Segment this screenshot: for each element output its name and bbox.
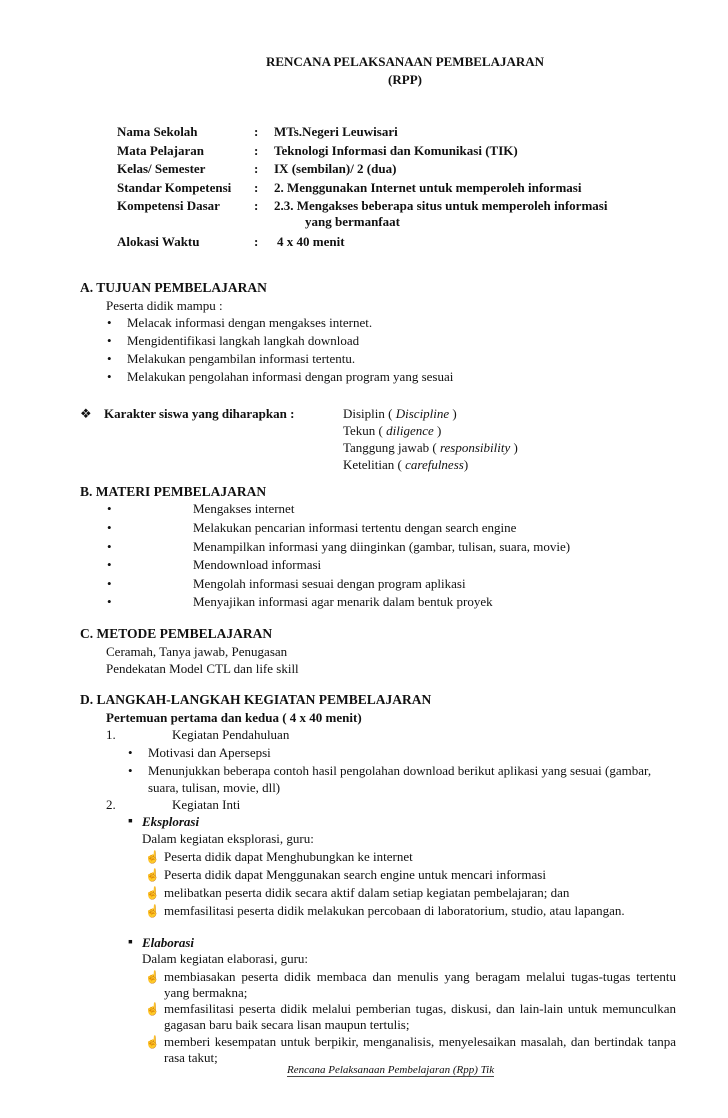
- identity-value: 4 x 40 menit: [277, 234, 345, 249]
- bullet-icon: [107, 539, 112, 555]
- identity-sep: :: [254, 143, 259, 158]
- list-item: Melakukan pengambilan informasi tertentu.: [127, 351, 356, 366]
- eksplorasi-intro: Dalam kegiatan eksplorasi, guru:: [142, 831, 314, 846]
- karakter-text: ): [449, 406, 457, 421]
- identity-value: 2.3. Mengakses beberapa situs untuk memperoleh informasi: [274, 198, 608, 213]
- pointing-hand-icon: [145, 885, 160, 901]
- karakter-label: Karakter siswa yang diharapkan :: [104, 406, 295, 421]
- karakter-text: ): [463, 457, 469, 472]
- list-item: Mengolah informasi sesuai dengan program aplikasi: [193, 576, 466, 591]
- diamond-bullet-icon: [80, 406, 92, 422]
- karakter-text: diligence: [386, 423, 434, 438]
- page-footer: Rencana Pelaksanaan Pembelajaran (Rpp) Tik: [287, 1064, 495, 1076]
- karakter-text: Disiplin (: [343, 406, 396, 421]
- identity-sep: :: [254, 180, 259, 195]
- karakter-text: ): [433, 423, 442, 438]
- identity-value: Teknologi Informasi dan Komunikasi (TIK): [274, 143, 518, 158]
- elaborasi-intro: Dalam kegiatan elaborasi, guru:: [142, 951, 309, 966]
- karakter-item: [343, 457, 468, 473]
- document-subtitle: (RPP): [388, 72, 422, 87]
- identity-value: 2. Menggunakan Internet untuk memperoleh informasi: [274, 180, 582, 195]
- karakter-item: [343, 423, 441, 439]
- list-item: memfasilitasi peserta didik melalui pemberian tugas, diskusi, dan lain-lain untuk memunculkan: [164, 1001, 676, 1016]
- eksplorasi-title: Eksplorasi: [142, 814, 200, 829]
- section-a-heading: A. TUJUAN PEMBELAJARAN: [80, 280, 267, 295]
- pertemuan-label: Pertemuan pertama dan kedua ( 4 x 40 menit): [106, 710, 362, 725]
- identity-label: Kompetensi Dasar: [117, 198, 220, 213]
- step-number: 1.: [106, 727, 116, 742]
- identity-label: Standar Kompetensi: [117, 180, 232, 195]
- list-item: Menyajikan informasi agar menarik dalam bentuk proyek: [193, 594, 493, 609]
- section-b-heading: B. MATERI PEMBELAJARAN: [80, 484, 267, 499]
- list-item: melibatkan peserta didik secara aktif dalam setiap kegiatan pembelajaran; dan: [164, 885, 570, 900]
- list-item-continued: yang bermakna;: [164, 985, 248, 1000]
- bullet-icon: [107, 557, 112, 573]
- pointing-hand-icon: [145, 1001, 160, 1017]
- identity-label: Nama Sekolah: [117, 124, 198, 139]
- identity-sep: :: [254, 161, 259, 176]
- list-item-continued: suara, tulisan, movie, dll): [148, 780, 281, 795]
- list-item: Menunjukkan beberapa contoh hasil pengolahan download berikut aplikasi yang sesuai (gambar,: [148, 763, 652, 778]
- elaborasi-title: Elaborasi: [142, 935, 195, 950]
- list-item: membiasakan peserta didik membaca dan menulis yang beragam melalui tugas-tugas tertentu: [164, 969, 676, 984]
- bullet-icon: [128, 745, 133, 761]
- karakter-text: Discipline: [395, 406, 450, 421]
- karakter-item: [343, 406, 457, 422]
- list-item: Mendownload informasi: [193, 557, 322, 572]
- bullet-icon: [107, 333, 112, 349]
- list-item: Motivasi dan Apersepsi: [148, 745, 271, 760]
- list-item: Melakukan pengolahan informasi dengan program yang sesuai: [127, 369, 454, 384]
- bullet-icon: [107, 594, 112, 610]
- section-d-heading: D. LANGKAH-LANGKAH KEGIATAN PEMBELAJARAN: [80, 692, 432, 707]
- list-item: Peserta didik dapat Menghubungkan ke internet: [164, 849, 413, 864]
- bullet-icon: [107, 576, 112, 592]
- section-c-heading: C. METODE PEMBELAJARAN: [80, 626, 273, 641]
- step-label: Kegiatan Pendahuluan: [172, 727, 290, 742]
- section-c-line: Pendekatan Model CTL dan life skill: [106, 661, 299, 676]
- identity-sep: :: [254, 234, 259, 249]
- bullet-icon: [107, 351, 112, 367]
- pointing-hand-icon: [145, 1034, 160, 1050]
- identity-label: Alokasi Waktu: [117, 234, 200, 249]
- karakter-text: carefulness: [405, 457, 464, 472]
- identity-value: MTs.Negeri Leuwisari: [274, 124, 398, 139]
- pointing-hand-icon: [145, 849, 160, 865]
- karakter-item: [343, 440, 518, 456]
- section-a-intro: Peserta didik mampu :: [106, 298, 223, 313]
- bullet-icon: [107, 520, 112, 536]
- bullet-icon: [128, 763, 133, 779]
- identity-label: Kelas/ Semester: [117, 161, 206, 176]
- square-bullet-icon: [128, 813, 133, 830]
- list-item: Menampilkan informasi yang diinginkan (gambar, tulisan, suara, movie): [193, 539, 571, 554]
- list-item-continued: rasa takut;: [164, 1050, 218, 1065]
- list-item: Melakukan pencarian informasi tertentu dengan search engine: [193, 520, 517, 535]
- list-item: memfasilitasi peserta didik melakukan percobaan di laboratorium, studio, atau lapangan.: [164, 903, 625, 918]
- list-item: Mengakses internet: [193, 501, 295, 516]
- identity-label: Mata Pelajaran: [117, 143, 205, 158]
- list-item: Melacak informasi dengan mengakses internet.: [127, 315, 373, 330]
- karakter-text: responsibility: [439, 440, 511, 455]
- bullet-icon: [107, 369, 112, 385]
- identity-sep: :: [254, 198, 259, 213]
- list-item-continued: gagasan baru baik secara lisan maupun tertulis;: [164, 1017, 410, 1032]
- karakter-text: Ketelitian (: [343, 457, 406, 472]
- identity-value-continued: yang bermanfaat: [305, 214, 400, 229]
- list-item: Peserta didik dapat Menggunakan search engine untuk mencari informasi: [164, 867, 546, 882]
- list-item: memberi kesempatan untuk berpikir, menganalisis, menyelesaikan masalah, dan bertindak tanpa: [164, 1034, 676, 1049]
- pointing-hand-icon: [145, 867, 160, 883]
- square-bullet-icon: [128, 934, 133, 951]
- section-c-line: Ceramah, Tanya jawab, Penugasan: [106, 644, 288, 659]
- identity-sep: :: [254, 124, 259, 139]
- bullet-icon: [107, 501, 112, 517]
- list-item: Mengidentifikasi langkah langkah download: [127, 333, 360, 348]
- pointing-hand-icon: [145, 903, 160, 919]
- bullet-icon: [107, 315, 112, 331]
- document-title: RENCANA PELAKSANAAN PEMBELAJARAN: [265, 54, 545, 69]
- karakter-text: Tanggung jawab (: [343, 440, 440, 455]
- step-label: Kegiatan Inti: [172, 797, 241, 812]
- karakter-text: Tekun (: [343, 423, 387, 438]
- karakter-text: ): [510, 440, 518, 455]
- step-number: 2.: [106, 797, 116, 812]
- identity-value: IX (sembilan)/ 2 (dua): [274, 161, 397, 176]
- pointing-hand-icon: [145, 969, 160, 985]
